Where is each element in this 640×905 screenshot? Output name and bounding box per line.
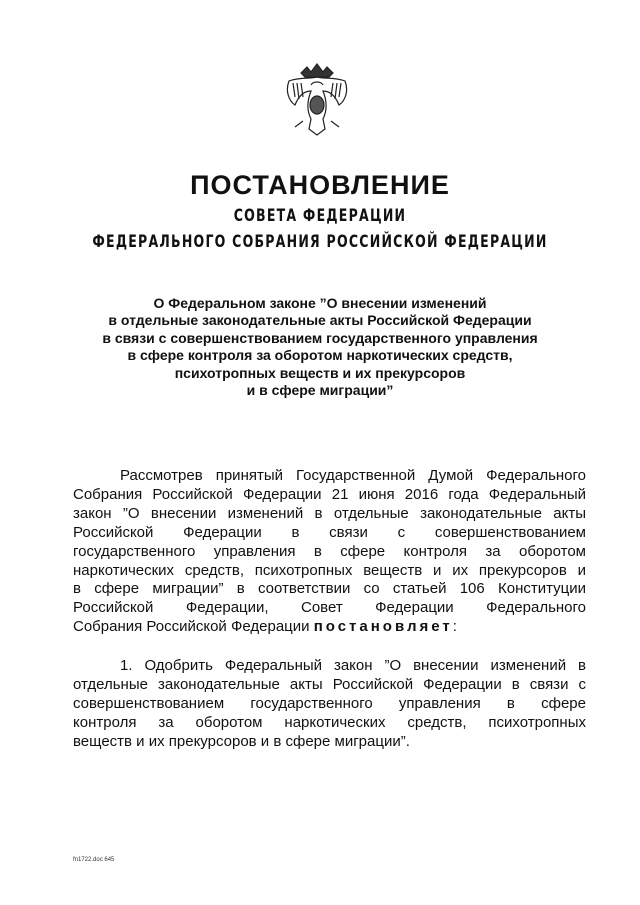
subject-line: в отдельные законодательные акты Российской Федерации: [108, 312, 532, 329]
paragraph-line: Российской Федерации в связи с совершенствованием: [73, 523, 586, 541]
paragraph-line: наркотических средств, психотропных веществ и их прекурсоров и: [73, 561, 586, 579]
issuing-body-line2: ФЕДЕРАЛЬНОГО СОБРАНИЯ РОССИЙСКОЙ ФЕДЕРАЦИИ: [92, 232, 548, 252]
subject-line: и в сфере миграции”: [246, 382, 394, 399]
decision-word: постановляет: [313, 618, 453, 636]
coat-of-arms-icon: [281, 61, 353, 141]
paragraph-line: совершенствованием государственного управления в сфере: [73, 694, 586, 712]
document-subject: [0, 295, 640, 399]
paragraph-line: [73, 618, 586, 637]
file-code: fn1722.doc 645: [73, 857, 115, 863]
subject-line: психотропных веществ и их прекурсоров: [174, 364, 466, 381]
subject-line: О Федеральном законе ”О внесении изменений: [153, 295, 487, 311]
paragraph-line: контроля за оборотом наркотических средств, психотропных: [73, 713, 586, 731]
paragraph-line: Российской Федерации, Совет Федерации Федерального: [73, 599, 586, 617]
paragraph-line: государственного управления в сфере контроля за оборотом: [73, 542, 586, 560]
paragraph-last-line-text: Собрания Российской Федерации: [73, 618, 310, 636]
paragraph-line: отдельные законодательные акты Российской Федерации в связи с: [73, 675, 586, 693]
body-paragraph-2: [73, 657, 586, 752]
paragraph-line: Собрания Российской Федерации 21 июня 2016 года Федеральный: [73, 485, 586, 503]
paragraph-line: веществ и их прекурсоров и в сфере миграции”.: [73, 732, 410, 750]
paragraph-line: закон ”О внесении изменений в отдельные законодательные акты: [73, 504, 586, 522]
subject-line: в сфере контроля за оборотом наркотических средств,: [127, 347, 513, 364]
document-title: ПОСТАНОВЛЕНИЕ: [190, 170, 450, 200]
decision-colon: :: [452, 618, 457, 636]
issuing-body-line1: СОВЕТА ФЕДЕРАЦИИ: [233, 206, 407, 226]
paragraph-line: 1. Одобрить Федеральный закон ”О внесении изменений в: [120, 657, 586, 674]
subject-line: в связи с совершенствованием государственного управления: [102, 329, 538, 346]
paragraph-line: в сфере миграции” в соответствии со статьей 106 Конституции: [73, 580, 586, 598]
paragraph-line: Рассмотрев принятый Государственной Думой Федерального: [120, 467, 586, 484]
body-paragraph-1: [73, 467, 586, 637]
